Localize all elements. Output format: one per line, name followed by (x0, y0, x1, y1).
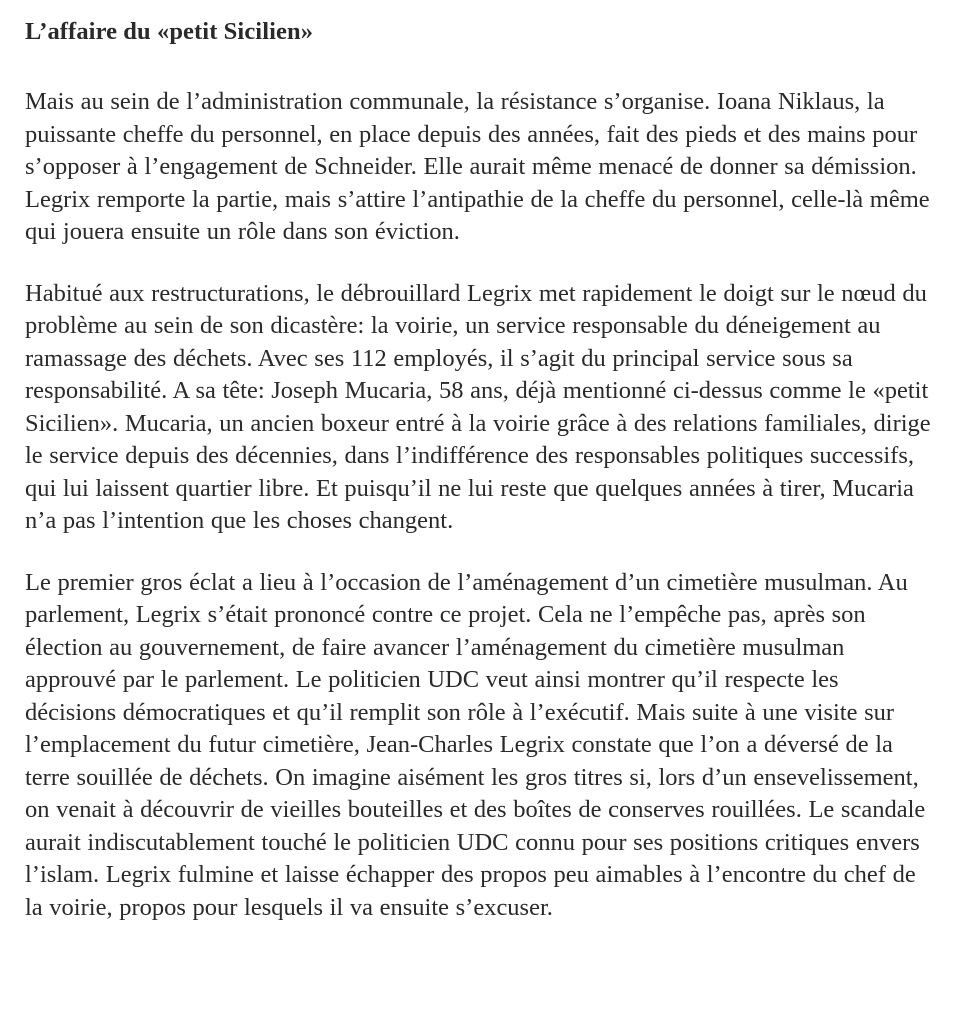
article-heading: L’affaire du «petit Sicilien» (25, 18, 314, 45)
article-paragraph-2: Habitué aux restructurations, le débrouillard Legrix met rapidement le doigt sur le nœud du problème au sein de son dicastère: la voirie, un service responsable du déneigement au ramassage des déchets. Avec ses 112 employés, il s’agit du principal service sous sa responsabilité. A sa tête: Joseph Mucaria, 58 ans, déjà mentionné ci-dessus comme le «petit Sicilien». Mucaria, un ancien boxeur entré à la voirie grâce à des relations familiales, dirige le service depuis des décennies, dans l’indifférence des responsables politiques successifs, qui lui laissent quartier libre. Et puisqu’il ne lui reste que quelques années à tirer, Mucaria n’a pas l’intention que les choses changent. (25, 279, 931, 534)
article-paragraph-3: Le premier gros éclat a lieu à l’occasion de l’aménagement d’un cimetière musulman. Au parlement, Legrix s’était prononcé contre ce projet. Cela ne l’empêche pas, après son élection au gouvernement, de faire avancer l’aménagement du cimetière musulman approuvé par le parlement. Le politicien UDC veut ainsi montrer qu’il respecte les décisions démocratiques et qu’il remplit son rôle à l’exécutif. Mais suite à une visite sur l’emplacement du futur cimetière, Jean-Charles Legrix constate que l’on a déversé de la terre souillée de déchets. On imagine aisément les gros titres si, lors d’un ensevelissement, on venait à découvrir de vieilles bouteilles et des boîtes de conserves rouillées. Le scandale aurait indiscutablement touché le politicien UDC connu pour ses positions critiques envers l’islam. Legrix fulmine et laisse échapper des propos peu aimables à l’encontre du chef de la voirie, propos pour lesquels il va ensuite s’excuser. (25, 568, 926, 921)
article-paragraph-1: Mais au sein de l’administration communale, la résistance s’organise. Ioana Niklaus, la puissante cheffe du personnel, en place depuis des années, fait des pieds et des mains pour s’opposer à l’engagement de Schneider. Elle aurait même menacé de donner sa démission. Legrix remporte la partie, mais s’attire l’antipathie de la cheffe du personnel, celle-là même qui jouera ensuite un rôle dans son éviction. (25, 88, 930, 245)
